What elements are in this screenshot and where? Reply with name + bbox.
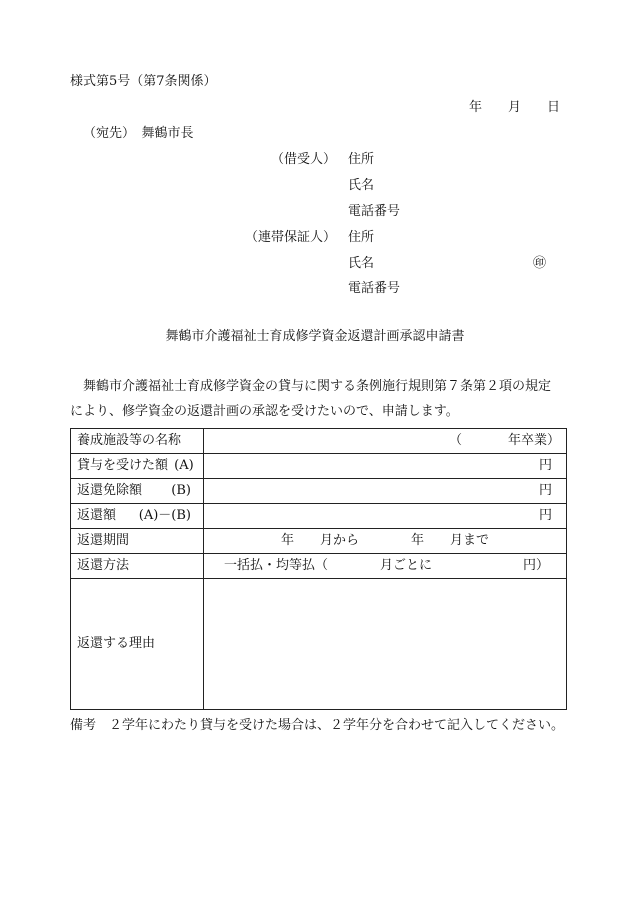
guarantor-name-label: 氏名	[348, 256, 375, 271]
facility-label: 養成施設等の名称	[71, 429, 204, 454]
borrower-phone-label: 電話番号	[348, 204, 401, 219]
borrower-label: （借受人）	[270, 152, 336, 167]
yen-unit: 円	[538, 458, 552, 473]
loan-amount-text: 貸与を受けた額	[77, 458, 169, 473]
loan-amount-field[interactable]	[204, 454, 567, 479]
repayment-reason-label: 返還する理由	[71, 579, 204, 710]
table-row	[71, 479, 567, 504]
repayment-amount-label	[71, 504, 204, 529]
facility-paren: （	[448, 433, 462, 448]
exemption-amount-label	[71, 479, 204, 504]
repayment-period-text: 年 月から 年 月まで	[280, 533, 489, 548]
repayment-method-label: 返還方法	[71, 554, 204, 579]
body-text-line1: 舞鶴市介護福祉士育成修学資金の貸与に関する条例施行規則第７条第２項の規定	[83, 379, 552, 394]
yen-unit: 円	[538, 508, 552, 523]
repayment-amount-field[interactable]	[204, 504, 567, 529]
body-text-line2: により、修学資金の返還計画の承認を受けたいので、申請します。	[70, 404, 459, 419]
yen-unit: 円	[538, 483, 552, 498]
loan-amount-mark: (A)	[174, 458, 194, 473]
facility-field[interactable]	[204, 429, 567, 454]
exemption-amount-field[interactable]	[204, 479, 567, 504]
table-row	[71, 529, 567, 554]
repayment-period-field[interactable]	[204, 529, 567, 554]
guarantor-phone-label: 電話番号	[348, 281, 401, 296]
borrower-address-label: 住所	[348, 152, 375, 167]
application-table	[70, 428, 567, 710]
document-title: 舞鶴市介護福祉士育成修学資金返還計画承認申請書	[165, 329, 465, 344]
repayment-text: 返還額	[77, 508, 117, 523]
repayment-mark: (A)－(B)	[138, 508, 191, 523]
borrower-name-label: 氏名	[348, 178, 375, 193]
exemption-mark: (B)	[171, 483, 191, 498]
graduation-year-suffix: 年卒業）	[507, 433, 560, 448]
table-row	[71, 504, 567, 529]
exemption-text: 返還免除額	[77, 483, 143, 498]
repayment-method-text: 一括払・均等払（ 月ごとに 円）	[224, 558, 550, 573]
table-row	[71, 579, 567, 710]
form-number: 様式第5号（第7条関係）	[70, 74, 217, 89]
repayment-period-label: 返還期間	[71, 529, 204, 554]
date-line: 年 月 日	[468, 100, 560, 115]
addressee: （宛先） 舞鶴市長	[83, 126, 194, 141]
loan-amount-label	[71, 454, 204, 479]
guarantor-address-label: 住所	[348, 230, 375, 245]
seal-mark: ㊞	[533, 256, 547, 271]
remarks-note: 備考 ２学年にわたり貸与を受けた場合は、２学年分を合わせて記入してください。	[70, 718, 565, 733]
repayment-reason-field[interactable]	[204, 579, 567, 710]
table-row	[71, 554, 567, 579]
guarantor-label: （連帯保証人）	[244, 230, 336, 245]
table-row	[71, 454, 567, 479]
repayment-method-field[interactable]	[204, 554, 567, 579]
table-row	[71, 429, 567, 454]
